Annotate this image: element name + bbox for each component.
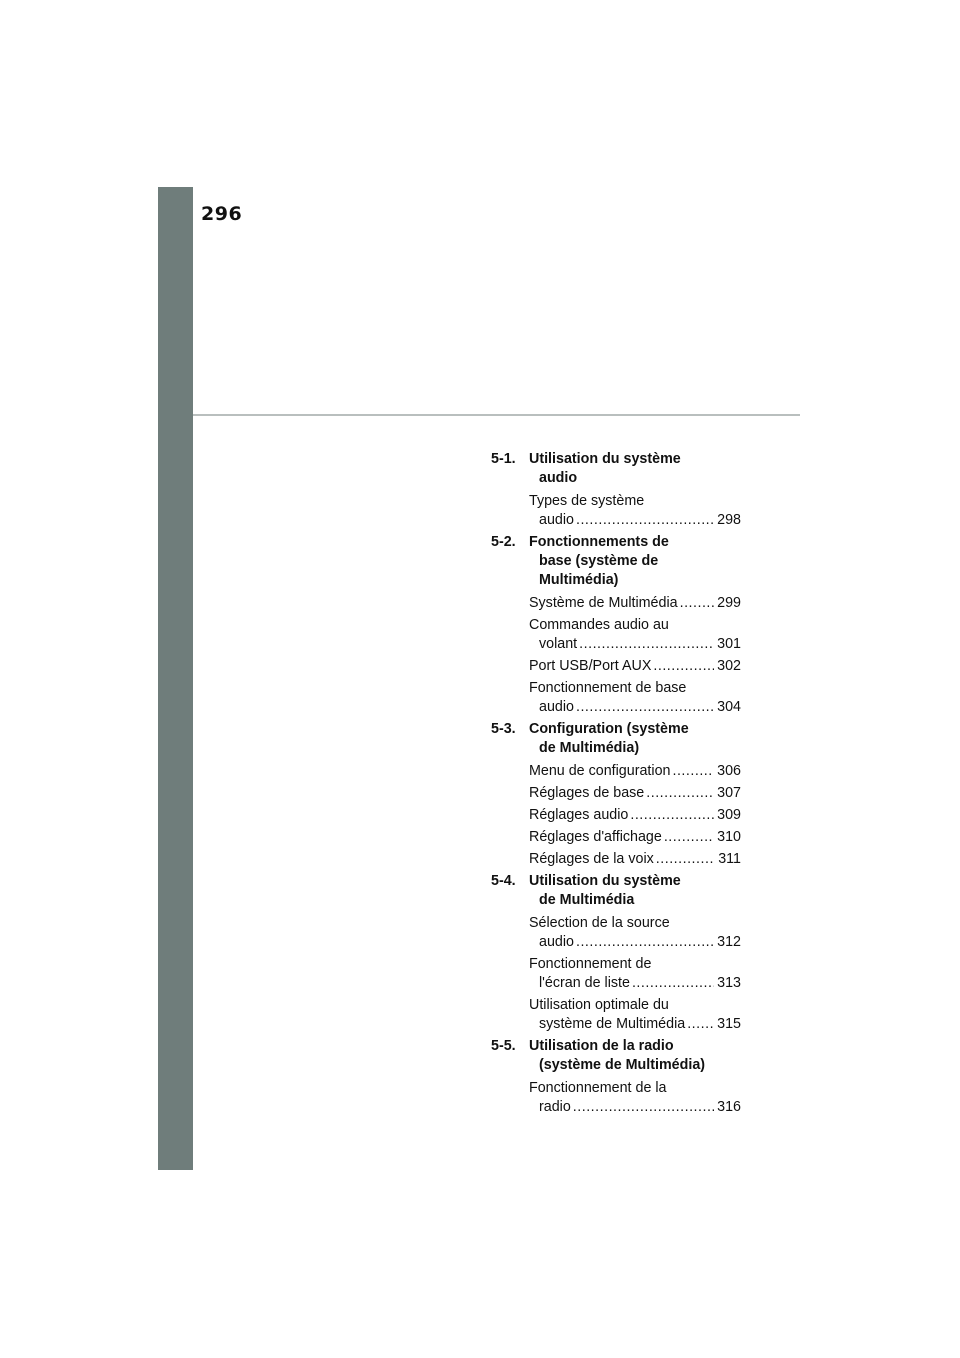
entry-title-line: Sélection de la source <box>529 915 670 931</box>
entry-title-line: Fonctionnement de la <box>529 1080 667 1096</box>
section-number: 5-3. <box>491 721 516 737</box>
entry-title-line: Utilisation optimale du <box>529 997 669 1013</box>
dot-leader <box>680 594 715 613</box>
entry-page-number: 315 <box>717 1016 741 1032</box>
entry-title-line: Système de Multimédia <box>529 595 678 611</box>
toc-entry[interactable] <box>491 679 741 717</box>
dot-leader <box>576 933 714 952</box>
entry-title-line: Types de système <box>529 493 645 509</box>
entry-page-number: 313 <box>717 975 741 991</box>
dot-leader <box>672 762 714 781</box>
chapter-sidebar-tab <box>158 187 193 1170</box>
entry-title-line: Commandes audio au <box>529 617 669 633</box>
toc-entry[interactable] <box>491 594 741 613</box>
dot-leader <box>653 657 714 676</box>
toc-entry[interactable] <box>491 806 741 825</box>
section-title <box>529 872 741 910</box>
dot-leader <box>687 1015 714 1034</box>
entry-title-line: Fonctionnement de <box>529 956 652 972</box>
toc-section <box>491 533 741 590</box>
entry-title-line: Réglages de la voix <box>529 851 654 867</box>
section-title-line: de Multimédia <box>539 892 635 908</box>
section-number: 5-4. <box>491 873 516 889</box>
toc-entry[interactable] <box>491 850 741 869</box>
entry-title-line: Fonctionnement de base <box>529 680 687 696</box>
toc-entry[interactable] <box>491 914 741 952</box>
dot-leader <box>664 828 714 847</box>
entry-page-number: 304 <box>717 699 741 715</box>
dot-leader <box>656 850 715 869</box>
entry-title-line: Réglages de base <box>529 785 645 801</box>
section-title-line: Utilisation du système <box>529 451 681 467</box>
section-title-line: (système de Multimédia) <box>539 1057 706 1073</box>
toc-entry[interactable] <box>491 657 741 676</box>
dot-leader <box>576 511 714 530</box>
toc-entry[interactable] <box>491 1079 741 1117</box>
entry-page-number: 312 <box>717 934 741 950</box>
toc-entry[interactable] <box>491 492 741 530</box>
toc-entry[interactable] <box>491 784 741 803</box>
page-number: 296 <box>201 203 243 225</box>
dot-leader <box>576 698 714 717</box>
dot-leader <box>632 974 714 993</box>
entry-page-number: 302 <box>717 658 741 674</box>
dot-leader <box>646 784 714 803</box>
entry-page-number: 298 <box>717 512 741 528</box>
entry-page-number: 306 <box>717 763 741 779</box>
toc-entry[interactable] <box>491 616 741 654</box>
section-number: 5-2. <box>491 534 516 550</box>
entry-title-line: système de Multimédia <box>539 1016 686 1032</box>
section-title <box>529 533 741 590</box>
toc-entry[interactable] <box>491 955 741 993</box>
section-title-line: Utilisation du système <box>529 873 681 889</box>
header-divider <box>193 414 800 416</box>
entry-title-line: l'écran de liste <box>539 975 630 991</box>
dot-leader <box>630 806 714 825</box>
section-title-line: Configuration (système <box>529 721 689 737</box>
entry-title-line: volant <box>539 636 578 652</box>
toc-section <box>491 450 741 488</box>
toc-section <box>491 720 741 758</box>
dot-leader <box>579 635 714 654</box>
entry-title-line: audio <box>539 699 574 715</box>
entry-title-line: radio <box>539 1099 571 1115</box>
toc-entry[interactable] <box>491 828 741 847</box>
entry-title-line: audio <box>539 512 574 528</box>
section-title-line: Utilisation de la radio <box>529 1038 674 1054</box>
entry-page-number: 309 <box>717 807 741 823</box>
section-number: 5-5. <box>491 1038 516 1054</box>
entry-page-number: 299 <box>717 595 741 611</box>
section-title-line: Fonctionnements de <box>529 534 669 550</box>
section-title-line: Multimédia) <box>539 572 619 588</box>
dot-leader <box>573 1098 714 1117</box>
section-title <box>529 720 741 758</box>
entry-page-number: 316 <box>717 1099 741 1115</box>
entry-title-line: Réglages d'affichage <box>529 829 662 845</box>
section-title-line: de Multimédia) <box>539 740 640 756</box>
toc-entry[interactable] <box>491 762 741 781</box>
entry-title-line: Menu de configuration <box>529 763 671 779</box>
section-number: 5-1. <box>491 451 516 467</box>
table-of-contents <box>491 450 741 1120</box>
entry-title-line: audio <box>539 934 574 950</box>
toc-section <box>491 872 741 910</box>
entry-title-line: Réglages audio <box>529 807 629 823</box>
toc-entry[interactable] <box>491 996 741 1034</box>
entry-page-number: 307 <box>717 785 741 801</box>
entry-title-line: Port USB/Port AUX <box>529 658 652 674</box>
section-title <box>529 450 741 488</box>
section-title-line: audio <box>539 470 578 486</box>
section-title <box>529 1037 741 1075</box>
entry-page-number: 311 <box>718 851 741 867</box>
entry-page-number: 301 <box>717 636 741 652</box>
entry-page-number: 310 <box>717 829 741 845</box>
section-title-line: base (système de <box>539 553 659 569</box>
toc-section <box>491 1037 741 1075</box>
